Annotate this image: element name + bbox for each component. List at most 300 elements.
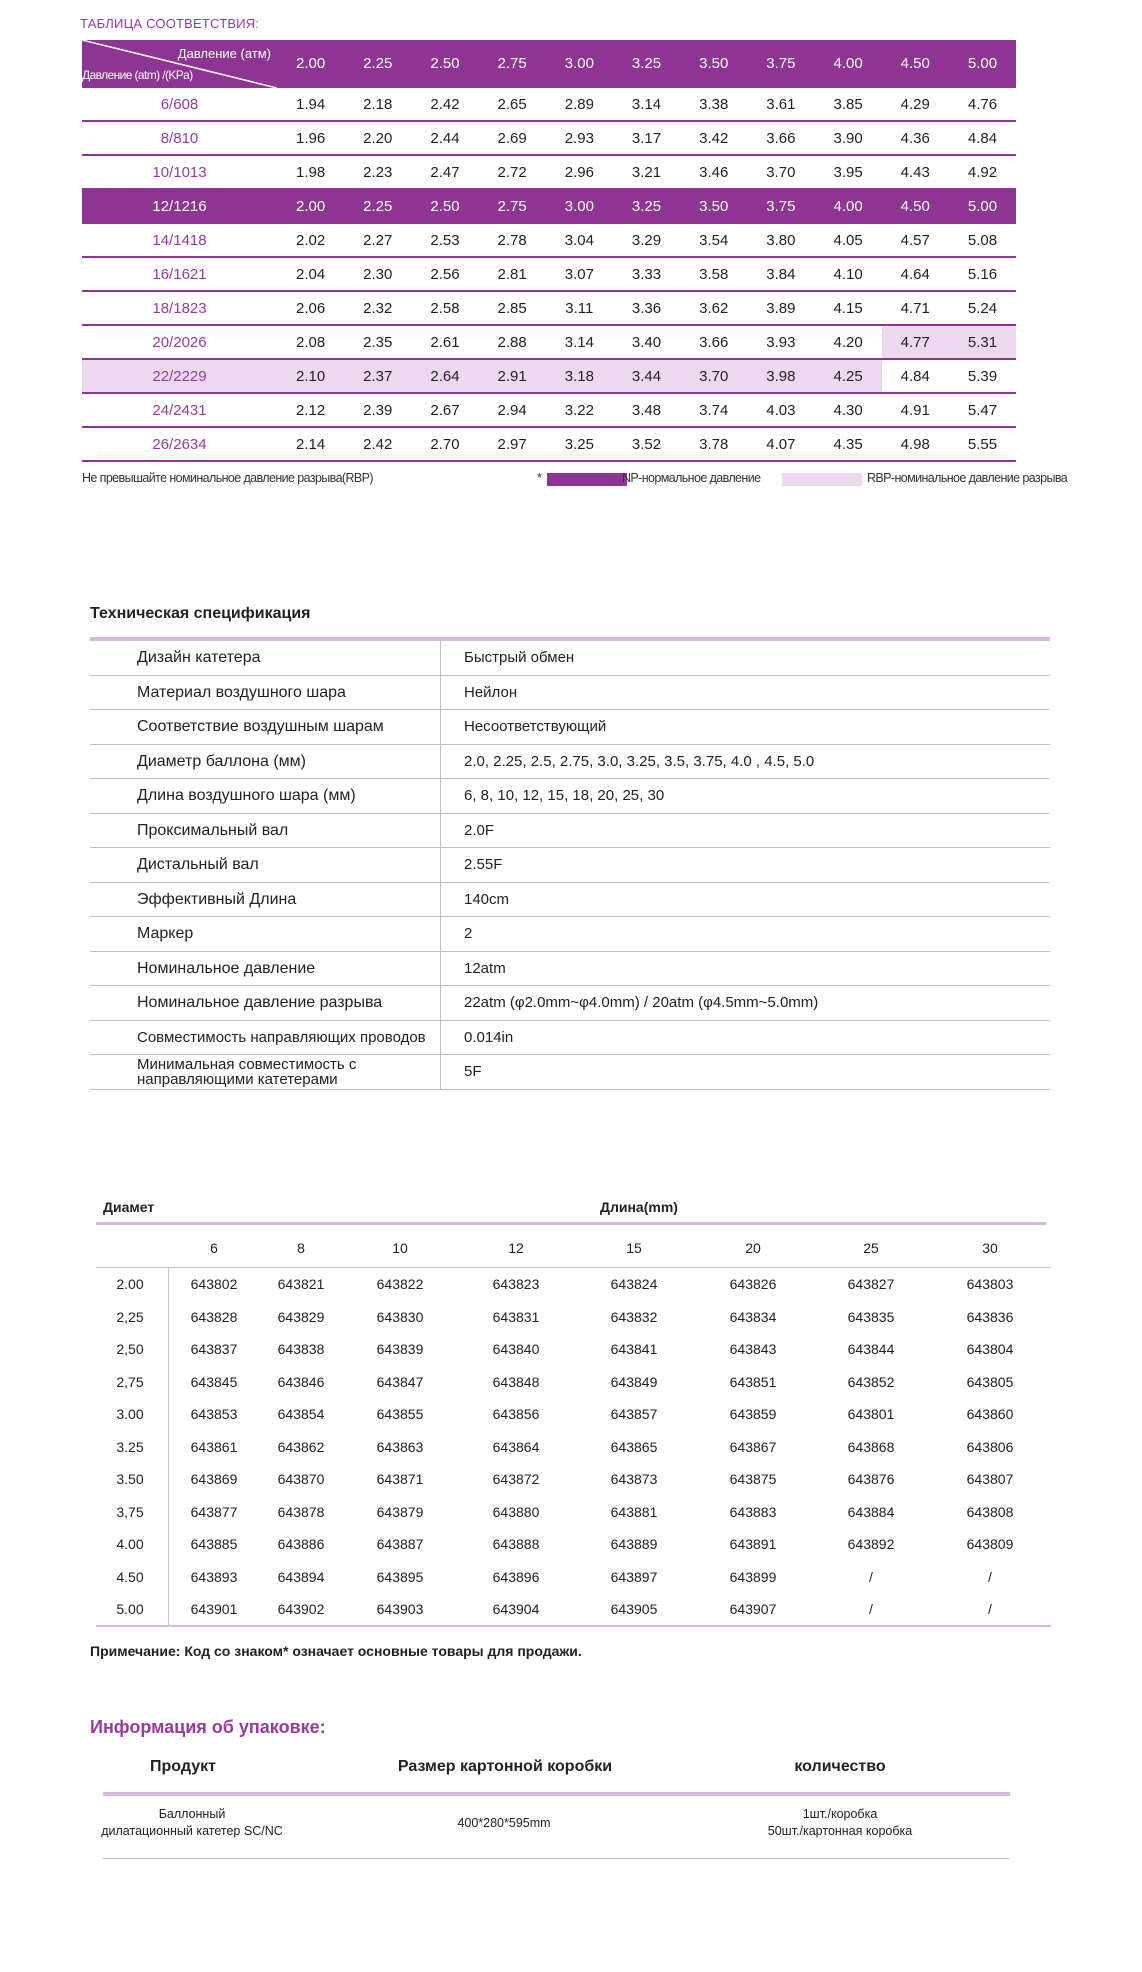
diameter-value: 3.54 — [699, 232, 729, 249]
product-code-cell: 643844 — [847, 1341, 895, 1357]
diameter-value: 4.00 — [833, 198, 863, 215]
product-code-cell: 643821 — [277, 1276, 325, 1292]
product-code-cell: 643886 — [277, 1536, 325, 1552]
product-code-cell: 643838 — [277, 1341, 325, 1357]
compliance-corner-cell — [82, 40, 277, 88]
diameter-value: 2.08 — [295, 334, 326, 351]
product-code-cell: 643854 — [277, 1406, 325, 1422]
diameter-value: 2.10 — [277, 360, 344, 392]
diameter-value: 4.15 — [833, 300, 863, 317]
product-code-cell: 643889 — [610, 1536, 658, 1552]
diameter-value: 4.84 — [900, 368, 930, 385]
pressure-label: 24/2431 — [152, 402, 207, 419]
diameter-value: 3.80 — [766, 232, 796, 249]
diameter-value: 4.05 — [833, 232, 863, 249]
product-code-cell: 643855 — [376, 1406, 424, 1422]
product-code-cell: 643839 — [376, 1341, 424, 1357]
spec-key: Дизайн катетера — [90, 641, 441, 675]
packaging-box-size: 400*280*595mm — [457, 1816, 551, 1830]
code-row — [96, 1561, 1051, 1594]
diameter-value: 2.44 — [430, 130, 460, 147]
diameter-value: 3.85 — [833, 96, 863, 113]
spec-key: Материал воздушного шара — [90, 676, 441, 710]
product-code-cell: 643897 — [610, 1568, 658, 1585]
pressure-label: 8/810 — [160, 130, 199, 147]
code-row — [96, 1398, 1051, 1431]
diameter-value: 5.31 — [949, 326, 1016, 358]
product-code-cell: 643863 — [376, 1438, 424, 1455]
product-code-cell: 643888 — [492, 1536, 540, 1552]
diameter-value: 4.98 — [900, 436, 930, 453]
product-code-cell: 643856 — [492, 1406, 540, 1422]
product-code-cell: 643872 — [492, 1471, 540, 1487]
code-row — [96, 1463, 1051, 1496]
spec-key: Соответствие воздушным шарам — [90, 710, 441, 744]
product-code-cell: 643806 — [966, 1438, 1014, 1455]
diameter-value: 3.18 — [546, 360, 613, 392]
length-header-cell: 15 — [626, 1240, 642, 1256]
packaging-header-box: Размер картонной коробки — [397, 1758, 613, 1775]
product-code-cell: 643840 — [492, 1341, 540, 1357]
spec-value: 2 — [464, 925, 473, 943]
product-code-cell: 643823 — [492, 1276, 540, 1292]
product-code-cell: 643809 — [966, 1536, 1014, 1552]
spec-row — [90, 676, 1050, 711]
diameter-value: 2.96 — [564, 164, 594, 181]
product-code-cell: 643804 — [966, 1341, 1014, 1357]
product-code-cell: 643892 — [847, 1536, 895, 1552]
product-code-cell: 643848 — [492, 1373, 540, 1390]
length-header: Длина(mm) — [600, 1199, 678, 1215]
product-code-cell: 643871 — [376, 1471, 424, 1487]
diameter-value: 2.14 — [295, 436, 326, 453]
product-code-cell: 643870 — [277, 1471, 325, 1487]
diameter-value: 2.78 — [497, 232, 527, 249]
diameter-value: 3.14 — [564, 334, 594, 351]
legend-star: * — [537, 471, 542, 485]
diameter-value: 3.29 — [631, 232, 662, 249]
diameter-value: 4.84 — [967, 130, 998, 147]
corner-size-label: Давление (атм) — [177, 46, 271, 61]
diameter-value: 3.61 — [766, 96, 796, 113]
product-code-cell: 643907 — [729, 1601, 777, 1617]
product-code-cell: / — [869, 1568, 873, 1585]
rbp-warning-note: Не превышайте номинальное давление разрыва(RBP) — [82, 471, 373, 485]
spec-value: 2.55F — [464, 856, 503, 874]
diameter-cell: 3.00 — [116, 1406, 144, 1422]
product-code-cell: 643867 — [729, 1438, 777, 1455]
diameter-value: 5.16 — [967, 266, 998, 283]
product-code-cell: 643875 — [729, 1471, 777, 1487]
diameter-value: 2.64 — [411, 360, 478, 392]
diameter-value: 2.97 — [497, 436, 527, 453]
diameter-value: 2.39 — [363, 402, 393, 419]
spec-value: 2.0, 2.25, 2.5, 2.75, 3.0, 3.25, 3.5, 3.75, 4.0 , 4.5, 5.0 — [464, 752, 815, 770]
spec-key: Диаметр баллона (мм) — [90, 745, 441, 779]
product-code-cell: 643884 — [847, 1503, 895, 1520]
balloon-size-header: 3.25 — [631, 55, 662, 72]
diameter-value: 2.25 — [363, 198, 393, 215]
spec-table — [90, 637, 1050, 1090]
diameter-value: 2.56 — [430, 266, 460, 283]
diameter-value: 2.23 — [363, 164, 393, 181]
diameter-value: 3.46 — [699, 164, 729, 181]
spec-row — [90, 1021, 1050, 1056]
diameter-value: 2.91 — [479, 360, 546, 392]
pressure-label: 26/2634 — [152, 436, 207, 453]
product-code-cell: 643805 — [966, 1373, 1014, 1390]
diameter-value: 4.36 — [900, 130, 930, 147]
diameter-value: 2.88 — [497, 334, 527, 351]
diameter-value: 2.02 — [295, 232, 326, 249]
spec-value: 22atm (φ2.0mm~φ4.0mm) / 20atm (φ4.5mm~5.0mm) — [464, 994, 819, 1012]
compliance-table — [82, 40, 1016, 462]
spec-row — [90, 641, 1050, 676]
diameter-value: 4.07 — [766, 436, 796, 453]
diameter-cell: 3,75 — [116, 1503, 144, 1520]
diameter-value: 5.08 — [967, 232, 998, 249]
product-code-cell: 643862 — [277, 1438, 325, 1455]
diameter-value: 4.91 — [900, 402, 930, 419]
diameter-header: Диамет — [103, 1199, 155, 1215]
product-code-cell: 643887 — [376, 1536, 424, 1552]
diameter-value: 2.70 — [430, 436, 460, 453]
spec-row — [90, 883, 1050, 918]
diameter-value: 3.93 — [766, 334, 796, 351]
balloon-size-header: 2.00 — [295, 55, 326, 72]
product-code-cell: 643801 — [847, 1406, 895, 1422]
diameter-value: 2.27 — [363, 232, 393, 249]
code-row — [96, 1431, 1051, 1464]
product-code-cell: 643822 — [376, 1276, 424, 1292]
diameter-value: 4.92 — [967, 164, 998, 181]
product-code-cell: 643847 — [376, 1373, 424, 1390]
product-code-cell: 643803 — [966, 1276, 1014, 1292]
compliance-header-row — [82, 40, 1016, 88]
diameter-value: 4.29 — [900, 96, 930, 113]
product-code-cell: 643834 — [729, 1308, 777, 1325]
diameter-value: 3.62 — [699, 300, 729, 317]
diameter-value: 2.42 — [363, 436, 393, 453]
diameter-value: 2.69 — [497, 130, 527, 147]
diameter-value: 3.21 — [631, 164, 662, 181]
product-code-cell: 643841 — [610, 1341, 658, 1357]
pressure-label: 22/2229 — [82, 360, 277, 392]
product-code-cell: 643837 — [190, 1341, 238, 1357]
diameter-value: 2.85 — [497, 300, 527, 317]
diameter-value: 3.58 — [699, 266, 729, 283]
product-code-cell: 643845 — [190, 1373, 238, 1390]
diameter-value: 3.00 — [564, 198, 594, 215]
product-code-cell: 643873 — [610, 1471, 658, 1487]
length-header-cell: 6 — [210, 1240, 218, 1256]
diameter-value: 3.33 — [631, 266, 662, 283]
diameter-cell: 3.25 — [116, 1438, 144, 1455]
code-row — [96, 1528, 1051, 1561]
length-header-cell: 25 — [863, 1240, 879, 1256]
spec-key: Совместимость направляющих проводов — [90, 1021, 441, 1055]
diameter-cell: 5.00 — [116, 1601, 144, 1617]
product-code-cell: / — [988, 1568, 992, 1585]
packaging-product-cell — [101, 1806, 283, 1840]
compliance-row — [82, 122, 1016, 156]
compliance-row — [82, 326, 1016, 360]
diameter-value: 4.25 — [815, 360, 882, 392]
diameter-value: 3.50 — [699, 198, 729, 215]
packaging-title: Информация об упаковке: — [90, 1717, 326, 1737]
diameter-cell: 4.00 — [116, 1536, 144, 1552]
code-table-divider — [168, 1268, 169, 1625]
spec-row — [90, 952, 1050, 987]
product-code-cell: 643891 — [729, 1536, 777, 1552]
code-table-top-rule — [96, 1222, 1046, 1225]
balloon-size-header: 4.50 — [900, 55, 930, 72]
spec-row — [90, 745, 1050, 780]
diameter-value: 2.42 — [430, 96, 460, 113]
qty-line-2: 50шт./картонная коробка — [767, 1824, 913, 1838]
diameter-value: 2.72 — [497, 164, 527, 181]
product-code-cell: 643905 — [610, 1601, 658, 1617]
diameter-value: 4.03 — [766, 402, 796, 419]
length-header-row — [96, 1229, 1051, 1268]
pressure-label: 18/1823 — [152, 300, 207, 317]
product-code-cell: 643843 — [729, 1341, 777, 1357]
diameter-value: 2.00 — [295, 198, 326, 215]
packaging-qty-cell — [768, 1806, 912, 1840]
diameter-value: 4.71 — [900, 300, 930, 317]
compliance-row — [82, 88, 1016, 122]
diameter-value: 3.70 — [766, 164, 796, 181]
code-row — [96, 1268, 1051, 1301]
compliance-row — [82, 156, 1016, 190]
diameter-value: 2.89 — [564, 96, 594, 113]
balloon-size-header: 5.00 — [967, 55, 998, 72]
balloon-size-headers — [277, 40, 1016, 88]
diameter-value: 2.94 — [497, 402, 527, 419]
rbp-legend-label: RBP-номинальное давление разрыва — [867, 471, 1068, 485]
product-code-cell: 643868 — [847, 1438, 895, 1455]
compliance-row — [82, 292, 1016, 326]
diameter-value: 4.30 — [833, 402, 863, 419]
product-code-cell: 643902 — [277, 1601, 325, 1617]
code-row — [96, 1366, 1051, 1399]
diameter-value: 2.30 — [363, 266, 393, 283]
diameter-value: 2.35 — [363, 334, 393, 351]
diameter-value: 3.25 — [631, 198, 662, 215]
spec-row — [90, 779, 1050, 814]
diameter-value: 2.37 — [344, 360, 411, 392]
product-code-cell: 643893 — [190, 1568, 238, 1585]
product-code-cell: 643807 — [966, 1471, 1014, 1487]
spec-value: 6, 8, 10, 12, 15, 18, 20, 25, 30 — [464, 787, 665, 805]
diameter-value: 3.75 — [766, 198, 796, 215]
diameter-value: 2.65 — [497, 96, 527, 113]
diameter-value: 3.22 — [564, 402, 594, 419]
diameter-value: 2.93 — [564, 130, 594, 147]
product-code-cell: 643865 — [610, 1438, 658, 1455]
product-code-cell: / — [988, 1601, 992, 1617]
diameter-value: 1.94 — [295, 96, 326, 113]
diameter-value: 2.04 — [295, 266, 326, 283]
np-color-swatch — [547, 473, 627, 486]
product-code-cell: 643894 — [277, 1568, 325, 1585]
pressure-label: 14/1418 — [152, 232, 207, 249]
diameter-value: 4.77 — [882, 326, 949, 358]
diameter-value: 2.50 — [430, 198, 460, 215]
diameter-cell: 2,50 — [116, 1341, 144, 1357]
diameter-value: 3.04 — [564, 232, 594, 249]
product-code-cell: 643831 — [492, 1308, 540, 1325]
code-table-bottom-rule — [96, 1625, 1051, 1627]
diameter-value: 3.70 — [680, 360, 747, 392]
product-code-cell: 643857 — [610, 1406, 658, 1422]
spec-value: Нейлон — [464, 683, 518, 701]
diameter-value: 2.18 — [363, 96, 393, 113]
diameter-value: 3.36 — [631, 300, 662, 317]
diameter-cell: 2,75 — [116, 1373, 144, 1390]
spec-value: Несоответствующий — [464, 718, 607, 736]
product-code-cell: 643903 — [376, 1601, 424, 1617]
code-row — [96, 1333, 1051, 1366]
diameter-value: 3.90 — [833, 130, 863, 147]
balloon-size-header: 2.50 — [430, 55, 460, 72]
spec-value: 12atm — [464, 959, 506, 977]
product-code-cell: 643860 — [966, 1406, 1014, 1422]
product-code-cell: 643861 — [190, 1438, 238, 1455]
spec-title: Техническая спецификация — [90, 605, 311, 622]
np-legend-label: NP-нормальное давление — [622, 471, 761, 485]
spec-key: Номинальное давление разрыва — [90, 986, 441, 1020]
compliance-row — [82, 224, 1016, 258]
length-header-cell: 30 — [982, 1240, 998, 1256]
diameter-value: 4.57 — [900, 232, 930, 249]
diameter-value: 5.47 — [967, 402, 998, 419]
diameter-value: 4.10 — [833, 266, 863, 283]
diameter-value: 4.76 — [967, 96, 998, 113]
compliance-row — [82, 258, 1016, 292]
diameter-value: 2.75 — [497, 198, 527, 215]
diameter-value: 2.32 — [363, 300, 393, 317]
pressure-label: 10/1013 — [152, 164, 207, 181]
diameter-value: 3.74 — [699, 402, 729, 419]
diameter-value: 3.11 — [565, 300, 594, 317]
spec-row — [90, 848, 1050, 883]
spec-value: 5F — [464, 1063, 482, 1081]
diameter-value: 3.48 — [631, 402, 662, 419]
pressure-label: 16/1621 — [152, 266, 207, 283]
spec-row — [90, 917, 1050, 952]
diameter-value: 2.58 — [430, 300, 460, 317]
length-header-cell: 8 — [297, 1240, 305, 1256]
code-note: Примечание: Код со знаком* означает основные товары для продажи. — [90, 1643, 582, 1659]
diameter-cell: 2.00 — [116, 1276, 144, 1292]
product-code-cell: 643879 — [376, 1503, 424, 1520]
length-header-cell: 20 — [745, 1240, 761, 1256]
code-row — [96, 1301, 1051, 1334]
product-code-cell: 643885 — [190, 1536, 238, 1552]
packaging-header-qty: количество — [794, 1758, 886, 1775]
product-code-cell: 643883 — [729, 1503, 777, 1520]
product-line-1: Баллонный — [158, 1807, 226, 1821]
pressure-label: 6/608 — [160, 96, 199, 113]
product-code-cell: 643836 — [966, 1308, 1014, 1325]
diameter-value: 4.43 — [900, 164, 930, 181]
product-code-cell: 643832 — [610, 1308, 658, 1325]
diameter-value: 2.67 — [430, 402, 460, 419]
product-code-cell: 643849 — [610, 1373, 658, 1390]
diameter-cell: 4.50 — [116, 1568, 144, 1585]
diameter-value: 3.89 — [766, 300, 796, 317]
diameter-value: 2.53 — [430, 232, 460, 249]
diameter-value: 2.06 — [295, 300, 326, 317]
diameter-value: 3.17 — [631, 130, 662, 147]
packaging-top-rule — [103, 1792, 1010, 1796]
pressure-label: 12/1216 — [152, 198, 207, 215]
diameter-value: 1.98 — [295, 164, 326, 181]
spec-key: Минимальная совместимость с направляющими катетерами — [90, 1055, 441, 1089]
rbp-color-swatch — [782, 473, 862, 486]
product-code-cell: / — [869, 1601, 873, 1617]
product-code-cell: 643826 — [729, 1276, 777, 1292]
product-code-cell: 643852 — [847, 1373, 895, 1390]
product-code-cell: 643877 — [190, 1503, 238, 1520]
diameter-value: 3.38 — [699, 96, 729, 113]
product-code-cell: 643851 — [729, 1373, 777, 1390]
spec-row — [90, 986, 1050, 1021]
diameter-value: 3.25 — [564, 436, 594, 453]
product-code-cell: 643828 — [190, 1308, 238, 1325]
product-code-cell: 643904 — [492, 1601, 540, 1617]
compliance-row — [82, 428, 1016, 462]
diameter-value: 4.35 — [833, 436, 863, 453]
code-row — [96, 1496, 1051, 1529]
diameter-value: 5.55 — [967, 436, 998, 453]
diameter-value: 5.24 — [967, 300, 998, 317]
packaging-bottom-rule — [103, 1858, 1010, 1859]
product-code-cell: 643846 — [277, 1373, 325, 1390]
diameter-value: 3.44 — [613, 360, 680, 392]
product-code-cell: 643824 — [610, 1276, 658, 1292]
diameter-value: 2.12 — [295, 402, 326, 419]
product-code-cell: 643864 — [492, 1438, 540, 1455]
diameter-value: 2.61 — [430, 334, 460, 351]
diameter-value: 2.20 — [363, 130, 393, 147]
spec-key: Проксимальный вал — [90, 814, 441, 848]
diameter-value: 2.81 — [497, 266, 527, 283]
spec-value: 0.014in — [464, 1028, 514, 1046]
pressure-label: 20/2026 — [152, 334, 207, 351]
product-code-cell: 643881 — [610, 1503, 658, 1520]
spec-value: 140cm — [464, 890, 510, 908]
balloon-size-header: 2.75 — [497, 55, 527, 72]
spec-key: Эффективный Длина — [90, 883, 441, 917]
diameter-value: 3.40 — [631, 334, 662, 351]
product-code-cell: 643802 — [190, 1276, 238, 1292]
diameter-value: 5.00 — [967, 198, 998, 215]
compliance-body — [82, 88, 1016, 462]
compliance-row — [82, 394, 1016, 428]
diameter-value: 4.64 — [900, 266, 930, 283]
product-code-cell: 643859 — [729, 1406, 777, 1422]
product-code-cell: 643896 — [492, 1568, 540, 1585]
product-code-cell: 643869 — [190, 1471, 238, 1487]
diameter-value: 5.39 — [967, 368, 998, 385]
product-code-cell: 643853 — [190, 1406, 238, 1422]
compliance-row — [82, 190, 1016, 224]
diameter-value: 3.95 — [833, 164, 863, 181]
product-code-cell: 643829 — [277, 1308, 325, 1325]
product-line-2: дилатационный катетер SC/NC — [101, 1824, 283, 1838]
